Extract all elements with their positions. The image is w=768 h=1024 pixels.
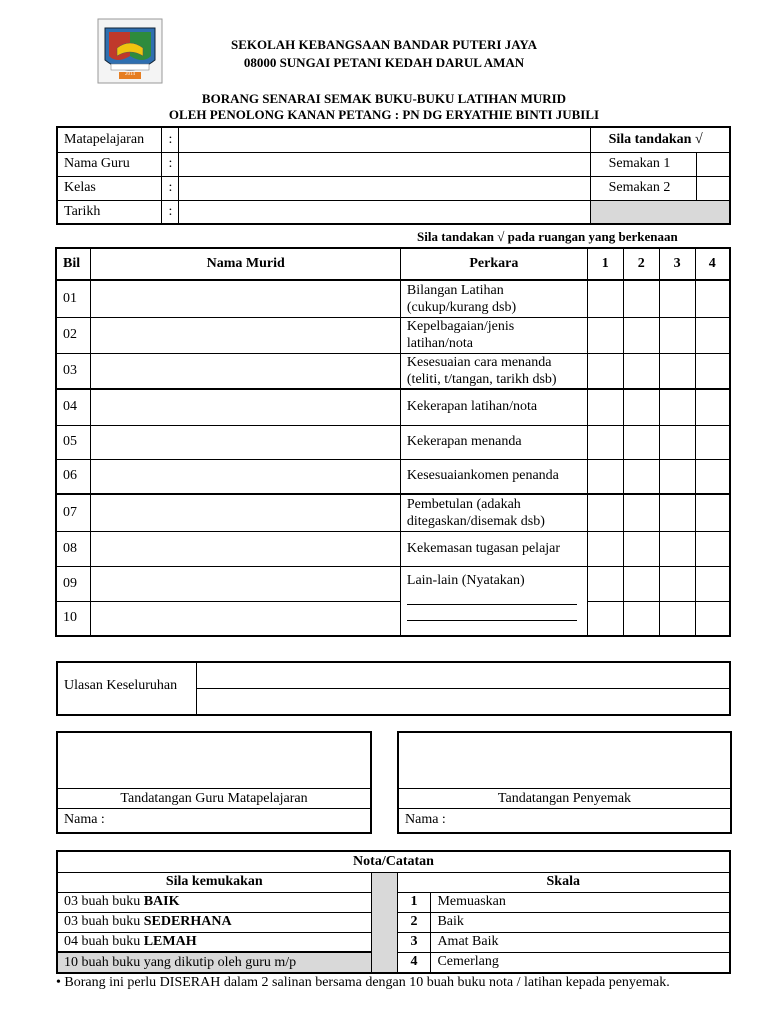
scale-number: 3 bbox=[397, 932, 431, 952]
scale-label: Memuaskan bbox=[431, 892, 730, 912]
signature-title-guru: Tandatangan Guru Matapelajaran bbox=[120, 791, 308, 806]
perkara-cell: Kekerapan latihan/nota bbox=[400, 389, 587, 425]
score-cell[interactable] bbox=[587, 566, 623, 601]
perkara-lain-lain: Lain-lain (Nyatakan) bbox=[406, 572, 525, 588]
scale-number: 2 bbox=[397, 912, 431, 932]
nama-murid-cell[interactable] bbox=[91, 494, 400, 531]
form-title: BORANG SENARAI SEMAK BUKU-BUKU LATIHAN MURID bbox=[201, 91, 567, 106]
sep: : bbox=[162, 176, 179, 200]
semakan-1-box[interactable] bbox=[696, 152, 730, 176]
score-cell[interactable] bbox=[695, 601, 730, 636]
score-cell[interactable] bbox=[659, 494, 695, 531]
score-cell[interactable] bbox=[659, 389, 695, 425]
nama-murid-cell[interactable] bbox=[91, 317, 400, 353]
sep: : bbox=[162, 127, 179, 152]
bil-cell: 06 bbox=[56, 459, 91, 494]
signature-divider bbox=[58, 808, 370, 809]
signature-title-penyemak: Tandatangan Penyemak bbox=[497, 791, 632, 806]
nama-murid-cell[interactable] bbox=[91, 566, 400, 601]
col-score-1: 1 bbox=[587, 248, 623, 280]
bil-cell: 02 bbox=[56, 317, 91, 353]
score-cell[interactable] bbox=[695, 566, 730, 601]
semakan-2-label: Semakan 2 bbox=[590, 176, 696, 200]
score-cell[interactable] bbox=[659, 531, 695, 566]
info-table bbox=[56, 126, 731, 225]
score-cell[interactable] bbox=[587, 459, 623, 494]
score-cell[interactable] bbox=[695, 353, 730, 389]
score-cell[interactable] bbox=[587, 317, 623, 353]
score-cell[interactable] bbox=[623, 389, 659, 425]
nota-prefix: 10 buah buku yang dikutip oleh guru m/p bbox=[64, 954, 297, 970]
score-cell[interactable] bbox=[695, 425, 730, 459]
bil-cell: 07 bbox=[56, 494, 91, 531]
nama-murid-cell[interactable] bbox=[91, 353, 400, 389]
signature-divider bbox=[58, 788, 370, 789]
perkara-cell: Kepelbagaian/jenis latihan/nota bbox=[400, 317, 587, 353]
bil-cell: 04 bbox=[56, 389, 91, 425]
score-cell[interactable] bbox=[587, 494, 623, 531]
col-perkara: Perkara bbox=[400, 248, 587, 280]
perkara-cell: Kekerapan menanda bbox=[400, 425, 587, 459]
bil-cell: 05 bbox=[56, 425, 91, 459]
perkara-cell: Kesesuaian cara menanda (teliti, t/tangan, tarikh dsb) bbox=[400, 353, 587, 389]
perkara-cell: Pembetulan (adakah ditegaskan/disemak dsb) bbox=[400, 494, 587, 531]
score-cell[interactable] bbox=[623, 353, 659, 389]
ulasan-label: Ulasan Keseluruhan bbox=[64, 678, 178, 693]
score-cell[interactable] bbox=[623, 494, 659, 531]
score-cell[interactable] bbox=[623, 566, 659, 601]
col-nama-murid: Nama Murid bbox=[91, 248, 400, 280]
nama-murid-cell[interactable] bbox=[91, 389, 400, 425]
semakan-2-box[interactable] bbox=[696, 176, 730, 200]
score-cell[interactable] bbox=[587, 601, 623, 636]
blank-line[interactable] bbox=[407, 609, 577, 621]
col-bil: Bil bbox=[56, 248, 91, 280]
bil-cell: 10 bbox=[56, 601, 91, 636]
score-cell[interactable] bbox=[695, 459, 730, 494]
sep: : bbox=[162, 200, 179, 224]
score-cell[interactable] bbox=[695, 280, 730, 317]
scale-label: Baik bbox=[431, 912, 730, 932]
perkara-lain-lain-cell[interactable] bbox=[400, 566, 587, 636]
score-cell[interactable] bbox=[659, 566, 695, 601]
scale-number: 1 bbox=[397, 892, 431, 912]
score-cell[interactable] bbox=[659, 425, 695, 459]
nota-right-header: Skala bbox=[397, 872, 730, 892]
nota-prefix: 03 buah buku bbox=[64, 894, 144, 909]
bullet-icon: • bbox=[56, 975, 61, 990]
nama-murid-cell[interactable] bbox=[91, 601, 400, 636]
scale-label: Cemerlang bbox=[431, 952, 730, 973]
scale-label: Amat Baik bbox=[431, 932, 730, 952]
score-cell[interactable] bbox=[623, 531, 659, 566]
nota-left-header: Sila kemukakan bbox=[57, 872, 371, 892]
nota-prefix: 03 buah buku bbox=[64, 914, 144, 929]
score-cell[interactable] bbox=[623, 280, 659, 317]
nama-murid-cell[interactable] bbox=[91, 425, 400, 459]
nota-bold: BAIK bbox=[143, 894, 180, 909]
kelas-field[interactable] bbox=[179, 176, 590, 200]
score-cell[interactable] bbox=[587, 353, 623, 389]
nama-murid-cell[interactable] bbox=[91, 459, 400, 494]
signature-box-guru[interactable] bbox=[56, 731, 372, 834]
signature-box-penyemak[interactable] bbox=[397, 731, 732, 834]
perkara-cell: Kesesuaiankomen penanda bbox=[400, 459, 587, 494]
score-cell[interactable] bbox=[623, 459, 659, 494]
nota-grey-spacer bbox=[371, 872, 397, 973]
perkara-cell: Bilangan Latihan (cukup/kurang dsb) bbox=[400, 280, 587, 317]
nota-row bbox=[57, 892, 371, 912]
tick-header: Sila tandakan √ bbox=[590, 127, 730, 152]
bil-cell: 09 bbox=[56, 566, 91, 601]
semakan-1-label: Semakan 1 bbox=[590, 152, 696, 176]
label-matapelajaran: Matapelajaran bbox=[57, 127, 162, 152]
score-cell[interactable] bbox=[623, 601, 659, 636]
grey-cell bbox=[590, 200, 730, 224]
score-cell[interactable] bbox=[695, 494, 730, 531]
scale-number: 4 bbox=[397, 952, 431, 973]
matapelajaran-field[interactable] bbox=[179, 127, 590, 152]
label-kelas: Kelas bbox=[57, 176, 162, 200]
form-subtitle: OLEH PENOLONG KANAN PETANG : PN DG ERYATHIE BINTI JUBILI bbox=[168, 107, 600, 122]
score-cell[interactable] bbox=[659, 317, 695, 353]
score-cell[interactable] bbox=[623, 425, 659, 459]
signature-nama-penyemak: Nama : bbox=[405, 812, 446, 827]
score-cell[interactable] bbox=[659, 353, 695, 389]
nota-table bbox=[56, 850, 731, 974]
logo-year-text: 2014 bbox=[125, 72, 135, 77]
score-cell[interactable] bbox=[695, 317, 730, 353]
signature-divider bbox=[399, 808, 730, 809]
score-cell[interactable] bbox=[587, 425, 623, 459]
nota-title: Nota/Catatan bbox=[57, 851, 730, 872]
nota-row bbox=[57, 912, 371, 932]
blank-line[interactable] bbox=[407, 593, 577, 605]
footer-text: Borang ini perlu DISERAH dalam 2 salinan bersama dengan 10 buah buku nota / latihan kepada penyemak. bbox=[64, 975, 670, 990]
nama-murid-cell[interactable] bbox=[91, 531, 400, 566]
score-cell[interactable] bbox=[587, 531, 623, 566]
score-cell[interactable] bbox=[695, 531, 730, 566]
checklist-table bbox=[55, 247, 731, 637]
ulasan-box bbox=[56, 661, 731, 716]
school-address: 08000 SUNGAI PETANI KEDAH DARUL AMAN bbox=[243, 55, 525, 70]
nota-row-highlight bbox=[57, 952, 371, 973]
score-cell[interactable] bbox=[659, 459, 695, 494]
nota-bold: LEMAH bbox=[143, 933, 197, 949]
col-score-4: 4 bbox=[695, 248, 730, 280]
label-nama-guru: Nama Guru bbox=[57, 152, 162, 176]
nota-prefix: 04 buah buku bbox=[64, 933, 144, 949]
signature-divider bbox=[399, 788, 730, 789]
nama-murid-cell[interactable] bbox=[91, 280, 400, 317]
school-name: SEKOLAH KEBANGSAAN BANDAR PUTERI JAYA bbox=[230, 37, 538, 52]
col-score-2: 2 bbox=[623, 248, 659, 280]
bil-cell: 08 bbox=[56, 531, 91, 566]
ulasan-line[interactable] bbox=[197, 688, 729, 689]
score-cell[interactable] bbox=[695, 389, 730, 425]
col-score-3: 3 bbox=[659, 248, 695, 280]
label-tarikh: Tarikh bbox=[57, 200, 162, 224]
perkara-cell: Kekemasan tugasan pelajar bbox=[400, 531, 587, 566]
score-cell[interactable] bbox=[587, 280, 623, 317]
score-cell[interactable] bbox=[659, 280, 695, 317]
nota-bold: SEDERHANA bbox=[143, 914, 232, 929]
bil-cell: 03 bbox=[56, 353, 91, 389]
footer-note bbox=[56, 975, 670, 991]
tarikh-field[interactable] bbox=[179, 200, 590, 224]
nama-guru-field[interactable] bbox=[179, 152, 590, 176]
bil-cell: 01 bbox=[56, 280, 91, 317]
sep: : bbox=[162, 152, 179, 176]
score-cell[interactable] bbox=[623, 317, 659, 353]
signature-nama-guru: Nama : bbox=[64, 812, 105, 827]
score-cell[interactable] bbox=[587, 389, 623, 425]
nota-row bbox=[57, 932, 371, 952]
score-cell[interactable] bbox=[659, 601, 695, 636]
checklist-instruction: Sila tandakan √ pada ruangan yang berkenaan bbox=[417, 229, 678, 244]
